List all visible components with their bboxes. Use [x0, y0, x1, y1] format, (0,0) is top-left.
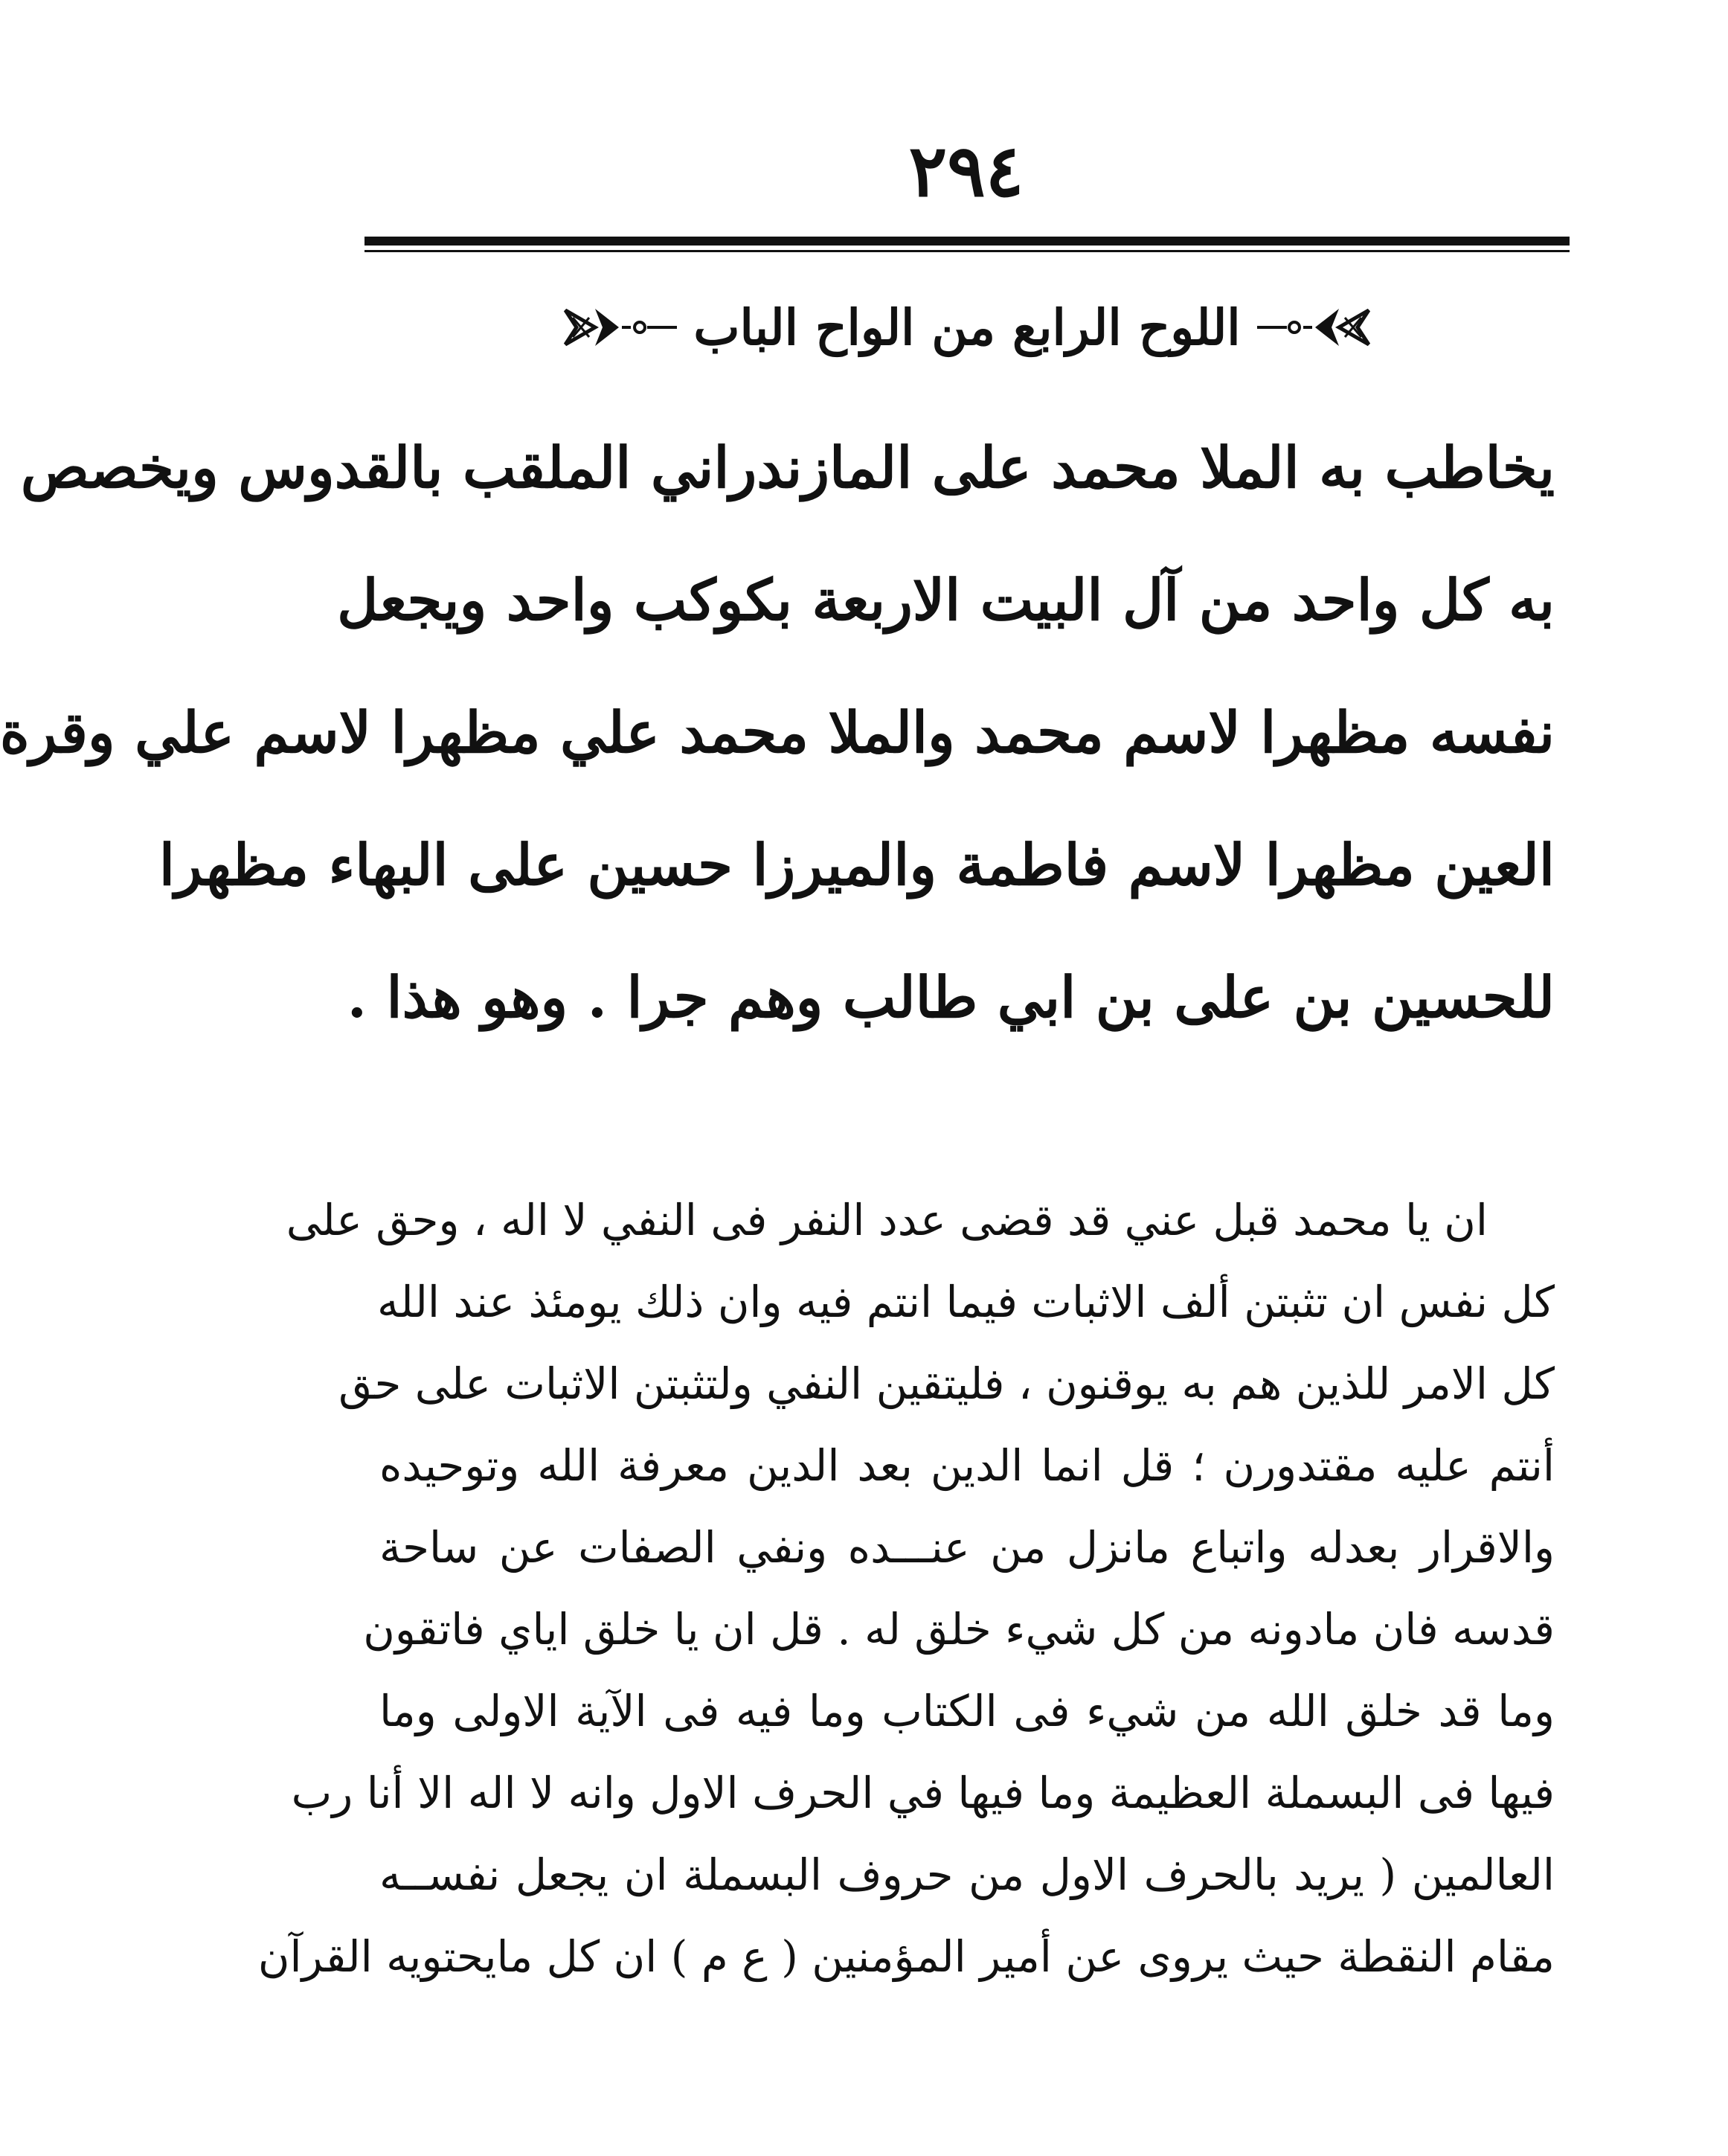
- intro-line: للحسين بن على بن ابي طالب وهم جرا . وهو هذا .: [347, 964, 1555, 1030]
- body-paragraph: [257, 1179, 1555, 1998]
- body-line: أنتم عليه مقتدورن ؛ قل انما الدين بعد الدين معرفة الله وتوحيده: [379, 1440, 1555, 1491]
- body-line: وما قد خلق الله من شيء فى الكتاب وما فيه فى الآية الاولى وما: [379, 1686, 1555, 1736]
- body-line: ان يا محمد قبل عني قد قضى عدد النفر فى النفي لا اله ، وحق على: [286, 1195, 1488, 1245]
- body-line: العالمين ( يريد بالحرف الاول من حروف البسملة ان يجعل نفســه: [379, 1849, 1555, 1900]
- intro-line: يخاطب به الملا محمد على المازندراني الملقب بالقدوس ويخصص: [20, 434, 1555, 501]
- body-line: كل نفس ان تثبتن ألف الاثبات فيما انتم فيه وان ذلك يومئذ عند الله: [376, 1277, 1555, 1327]
- header-rule-thick: [364, 237, 1570, 246]
- body-line: والاقرار بعدله واتباع مانزل من عنـــده ونفي الصفات عن ساحة: [379, 1522, 1555, 1573]
- body-line: فيها فى البسملة العظيمة وما فيها في الحرف الاول وانه لا اله الا أنا رب: [291, 1768, 1555, 1818]
- intro-line: نفسه مظهرا لاسم محمد والملا محمد علي مظهرا لاسم علي وقرة: [0, 699, 1555, 766]
- ornament-right-icon: [1257, 301, 1376, 353]
- body-line: مقام النقطة حيث يروى عن أمير المؤمنين ( ع م ) ان كل مايحتويه القرآن: [257, 1931, 1555, 1982]
- intro-line: العين مظهرا لاسم فاطمة والميرزا حسين على البهاء مظهرا: [158, 832, 1555, 898]
- ornament-left-icon: [558, 301, 677, 353]
- section-title-row: [532, 286, 1402, 368]
- body-line: قدسه فان مادونه من كل شيء خلق له . قل ان يا خلق اياي فاتقون: [363, 1604, 1555, 1655]
- header-rule-thin: [364, 250, 1570, 252]
- body-line: كل الامر للذين هم به يوقنون ، فليتقين النفي ولتثبتن الاثبات على حق: [338, 1358, 1555, 1409]
- intro-line: به كل واحد من آل البيت الاربعة بكوكب واحد ويجعل: [337, 567, 1555, 633]
- intro-paragraph: [0, 402, 1555, 1064]
- section-title: اللوح الرابع من الواح الباب: [693, 298, 1241, 356]
- page-number: ٢٩٤: [908, 129, 1024, 213]
